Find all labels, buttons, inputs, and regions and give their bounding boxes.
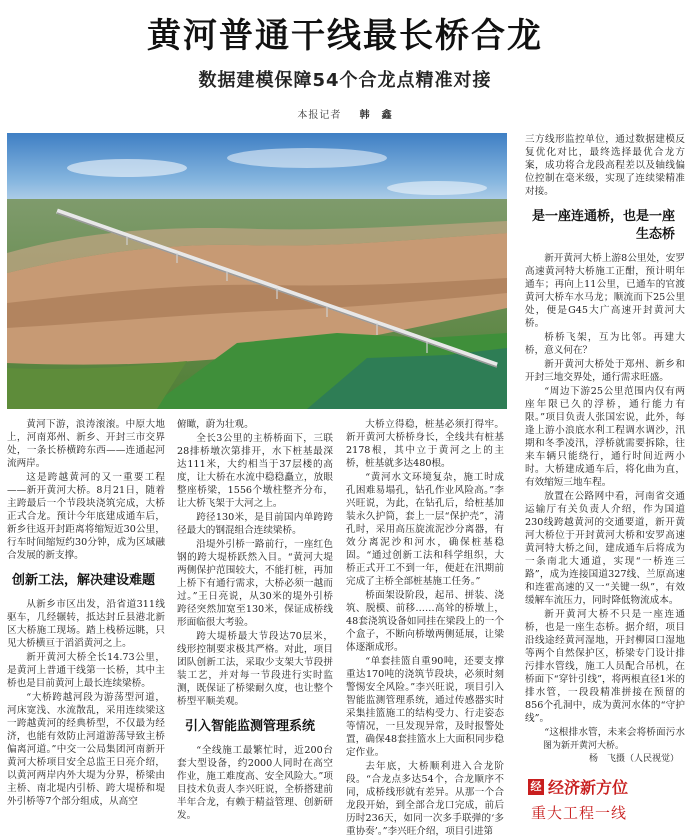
caption-credit: 杨 飞摄（人民视觉）	[588, 754, 679, 764]
column-brand	[528, 775, 688, 823]
paragraph: 新开黄河大桥全长14.73公里，是黄河上普通干线第一长桥，其中主桥也是目前黄河上最长连续梁桥。	[7, 652, 165, 689]
bridge-photo	[7, 133, 507, 409]
paragraph: 大桥立得稳，桩基必须打得牢。新开黄河大桥桥身长，全线共有桩基2178根，其中立于黄河之上的主桥，桩基就多达480根。	[346, 419, 504, 469]
paragraph: 新开黄河大桥不只是一座连通桥，也是一座生态桥。据介绍，项目沿线途经黄河湿地，开封柳园口湿地等两个自然保护区，桥梁专门设计排污排水管线，施工人员配合吊机，在桥面下“穿针引线”，将两根直径1米的排水管，一段段精准拼接在预留的856个孔洞中，成为黄河水体的“守护线”。	[525, 609, 685, 724]
paragraph: “这根排水管，未来会将桥面污水	[544, 727, 685, 737]
paragraph: 黄河下游，浪涛滚滚。中原大地上，河南郑州、新乡、开封三市交界处，一条长桥横跨东西——连通起河流两岸。	[7, 419, 165, 469]
paragraph: 全长3公里的主桥桥面下，三联28排桥墩次第排开，水下桩基最深达111米，大约相当于37层楼的高度，让大桥在水流中稳稳矗立，放眼整座桥梁，1556个墩柱整齐分布，让大桥飞架于大河之上。	[177, 433, 333, 509]
section-heading: 是一座连通桥，也是一座生态桥	[531, 209, 675, 242]
paragraph: “大桥跨越河段为游荡型河道，河床宽浅、水流散乱，采用连续梁这一跨越黄河的经典桥型，不仅最为经济，也能有效防止河道游荡导致主桥偏离河道。”中交一公局集团河南新开黄河大桥项目安全总监王日亮介绍，以黄河两岸内外大堤为分界，桥梁由主桥、南北堤内引桥、跨大堤桥和堤外引桥等7个部分组成，从高空	[7, 692, 165, 807]
caption-text: 图为新开黄河大桥。	[543, 741, 625, 751]
bridge-photo-illustration	[7, 133, 507, 409]
article-column-3	[346, 418, 504, 836]
paragraph: 放置在公路网中看，河南省交通运输厅有关负责人介绍，作为国道230线跨越黄河的交通要道，新开黄河大桥位于开封黄河大桥和安罗高速黄河特大桥之间，建成通车后将成为一条南北大通道，实现“一桥连三路”，成为连接国道327线、兰原高速和连霍高速的又一“关键一纵”，有效缓解车流压力，同时降低物流成本。	[525, 491, 685, 606]
subheadline: 数据建模保障54个合龙点精准对接	[198, 70, 492, 91]
paragraph: 三方线形监控单位，通过数据建模反复优化对比，最终选择最优合龙方案，成功将合龙段高程差以及轴线偏位控制在毫米级，实现了连续梁精准对接。	[525, 134, 685, 197]
paragraph: 这是跨越黄河的又一重要工程——新开黄河大桥。8月21日，随着主跨最后一个节段块浇筑完成，大桥正式合龙。预计今年底建成通车后，新乡往返开封距离将缩短近30公里，行车时间缩短约30分钟，成为区域融合发展的新支撑。	[7, 472, 165, 561]
brand-logo-icon: 经	[528, 779, 544, 795]
section-heading: 创新工法，解决建设难题	[11, 573, 155, 588]
paragraph: “单套挂篮自重90吨，还要支撑重达170吨的浇筑节段块，必须时刻警惕安全风险。”李兴旺说，项目引入智能监测管理系统，通过传感器实时采集挂篮施工的结构受力、行走姿态等情况，一旦发现异常，及时报警处置，确保48套挂篮水上大面积同步稳定作业。	[346, 656, 504, 758]
photo-caption	[525, 740, 685, 766]
paragraph: 桥面架设阶段，起吊、拼装、浇筑、脱模、前移……高耸的桥墩上，48套浇筑设备如同挂在梁段上的一个个盒子，不断向桥墩两侧延展，让梁体逐渐成形。	[346, 590, 504, 653]
section-heading: 引入智能监测管理系统	[185, 719, 316, 734]
paragraph: 从新乡市区出发，沿省道311线驱车，几经辗转，抵达封丘县港北新区大桥施工现场。踏上栈桥远眺，只见大桥横亘于滔滔黄河之上。	[7, 599, 165, 649]
article-column-2	[177, 418, 333, 836]
paragraph: “周边下游25公里范围内仅有两座年限已久的浮桥，通行能力有限。”项目负责人张国宏说，此外，每逢上游小浪底水利工程调水调沙，汛期和冬季凌汛，浮桥就需要拆除，往来车辆只能绕行，通行时间近两小时。大桥建成通车后，将化曲为直，有效缩短三地车程。	[525, 386, 685, 488]
article-column-1	[7, 418, 165, 836]
headline: 黄河普通干线最长桥合龙	[147, 16, 543, 56]
paragraph: 跨径130米，是目前国内单跨跨径最大的钢混组合连续梁桥。	[177, 512, 333, 536]
paragraph: 沿堤外引桥一路前行，一座红色钢的跨大堤桥跃然入目。“黄河大堤两侧保护范围较大，不能打桩，再加上桥下有通行需求，大桥必须一越而过。”王日亮说，从30米的堤外引桥跨径突然加宽至130米，保证成桥线形面临很大考验。	[177, 539, 333, 628]
paragraph: “黄河水文环境复杂，施工时成孔困难易塌孔，钻孔作业风险高。”李兴旺说，为此，在钻孔后，给桩基加装永久护筒，套上一层“保护壳”，清孔时，采用高压旋流泥沙分离器，有效分离泥沙和河水，确保桩基稳固。“通过创新工法和科学组织，大桥正式开工不到一年，便赶在汛期前完成了主桥全部桩基施工任务。”	[346, 472, 504, 587]
paragraph: 俯瞰，蔚为壮观。	[177, 419, 254, 430]
byline-label: 本报记者	[297, 110, 342, 121]
paragraph: “全线施工最繁忙时，近200台套大型设备，约2000人同时在高空作业，施工难度高、安全风险大。”项目技术负责人李兴旺说，全桥搭建前半年合龙，有赖于精益管理、创新研发。	[177, 745, 333, 821]
byline	[0, 106, 690, 121]
paragraph: 跨大堤桥最大节段达70层米，线形控制要求极其严格。对此，项目团队创新工法，采取少支架大节段拼装工艺，并对每一节段进行实时监测，既保证了桥梁耐久度，也让整个桥型平顺美观。	[177, 631, 333, 707]
paragraph: 去年底，大桥顺利进入合龙阶段。“合龙点多达54个，合龙顺序不同，成桥线形就有差异。从那一个合龙段开始，到全部合龙口完成，前后历时236天，如同一次多手联弹的‘多重协奏’。”李兴旺介绍，项目引进第	[346, 761, 504, 836]
brand-title: 经济新方位	[548, 778, 629, 797]
article-column-4	[525, 133, 685, 737]
paragraph: 新开黄河大桥上游8公里处，安罗高速黄河特大桥施工正酣，预计明年通车；再向上11公里，已通车的官渡黄河大桥车水马龙；顺流而下25公里处，便是G45大广高速开封黄河大桥。	[525, 253, 685, 329]
paragraph: 桥桥飞架，互为比邻。再建大桥，意义何在？	[525, 332, 685, 356]
brand-subtitle: 重大工程一线	[531, 804, 628, 822]
paragraph: 新开黄河大桥处于郑州、新乡和开封三地交界处，通行需求旺盛。	[525, 359, 685, 383]
byline-reporter: 韩 鑫	[359, 110, 393, 121]
